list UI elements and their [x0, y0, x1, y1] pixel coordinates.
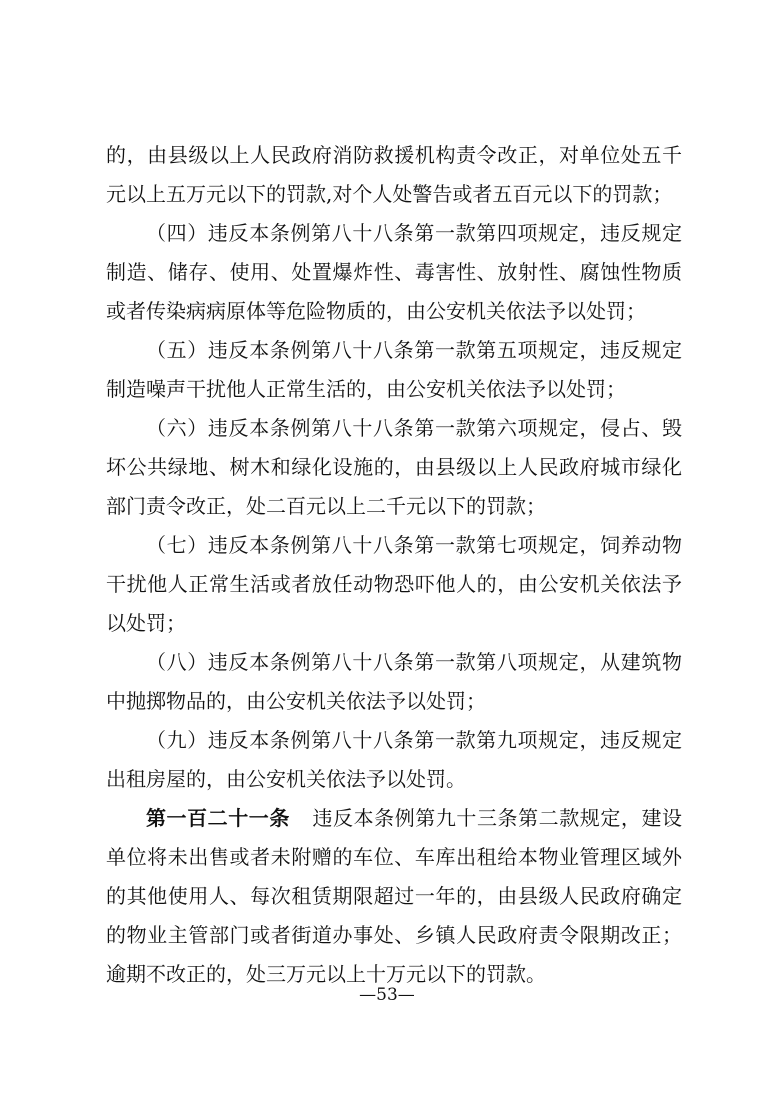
text-line: 以处罚； [106, 611, 186, 635]
text-line: （四）违反本条例第八十八条第一款第四项规定，违反规定 [146, 221, 682, 245]
text-line: 制造、储存、使用、处置爆炸性、毒害性、放射性、腐蚀性物质 [106, 260, 682, 284]
text-line: 部门责令改正，处二百元以上二千元以下的罚款； [106, 494, 546, 518]
article-heading: 第一百二十一条 [146, 806, 290, 830]
text-line: （五）违反本条例第八十八条第一款第五项规定，违反规定 [146, 338, 682, 362]
text-line: （七）违反本条例第八十八条第一款第七项规定，饲养动物 [146, 533, 682, 557]
text-line: 元以上五万元以下的罚款,对个人处警告或者五百元以下的罚款； [106, 182, 673, 206]
text-line: （九）违反本条例第八十八条第一款第九项规定，违反规定 [146, 728, 682, 752]
page-number: —53— [359, 985, 415, 1005]
text-line: 的，由县级以上人民政府消防救援机构责令改正，对单位处五千 [106, 143, 682, 167]
text-line: 逾期不改正的，处三万元以上十万元以下的罚款。 [106, 962, 546, 986]
text-line: 中抛掷物品的，由公安机关依法予以处罚； [106, 689, 486, 713]
text-line: 的其他使用人、每次租赁期限超过一年的，由县级人民政府确定 [106, 884, 682, 908]
article-first-line [106, 799, 682, 838]
text-line: （八）违反本条例第八十八条第一款第八项规定，从建筑物 [146, 650, 682, 674]
text-line: 或者传染病病原体等危险物质的，由公安机关依法予以处罚； [106, 299, 646, 323]
text-line: 违反本条例第九十三条第二款规定，建设 [311, 806, 683, 830]
text-line: 的物业主管部门或者街道办事处、乡镇人民政府责令限期改正； [106, 923, 682, 947]
body-text [106, 136, 682, 994]
text-line: 单位将未出售或者未附赠的车位、车库出租给本物业管理区域外 [106, 845, 682, 869]
text-line: 制造噪声干扰他人正常生活的，由公安机关依法予以处罚； [106, 377, 626, 401]
text-line: 干扰他人正常生活或者放任动物恐吓他人的，由公安机关依法予 [106, 572, 682, 596]
text-line: 坏公共绿地、树木和绿化设施的，由县级以上人民政府城市绿化 [106, 455, 682, 479]
text-line: 出租房屋的，由公安机关依法予以处罚。 [106, 767, 466, 791]
text-line: （六）违反本条例第八十八条第一款第六项规定，侵占、毁 [146, 416, 682, 440]
